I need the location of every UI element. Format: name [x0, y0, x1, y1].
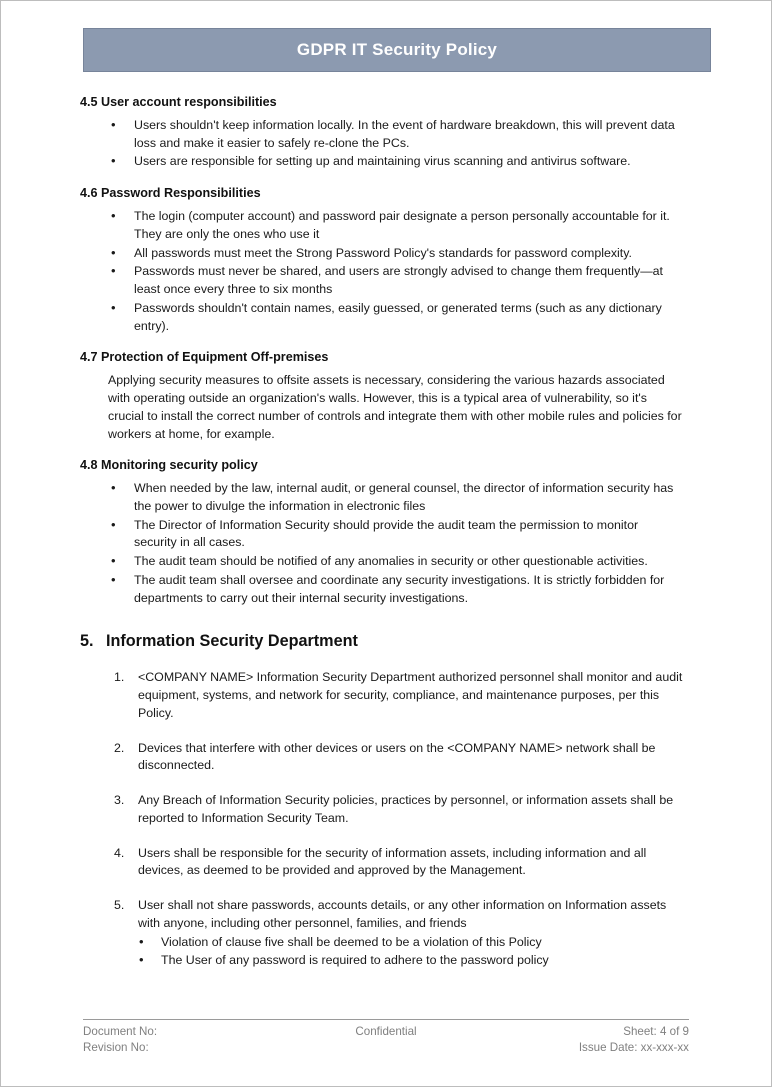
section-heading: 4.7 Protection of Equipment Off-premises	[80, 350, 329, 365]
list-item-number: 2.	[114, 740, 125, 755]
main-section-heading	[80, 631, 684, 652]
list-item: • The audit team should be notified of any anomalies in security or other questionable activities.	[80, 553, 684, 571]
section-heading: 4.8 Monitoring security policy	[80, 458, 258, 473]
bullet-list	[80, 117, 684, 171]
list-item	[80, 897, 684, 969]
page-content	[80, 1, 711, 969]
page-title: GDPR IT Security Policy	[296, 40, 498, 59]
footer-confidential: Confidential	[355, 1025, 417, 1038]
bullet-list	[80, 480, 684, 607]
list-item-number: 1.	[114, 670, 125, 685]
list-item: • Passwords shouldn't contain names, easily guessed, or generated terms (such as any dictionary entry).	[80, 300, 684, 335]
list-item: • Violation of clause five shall be deemed to be a violation of this Policy	[138, 933, 684, 951]
footer-row-bottom	[83, 1040, 689, 1056]
footer-sheet-number: Sheet: 4 of 9	[623, 1025, 689, 1038]
section-4-5	[80, 94, 684, 171]
list-item	[80, 669, 684, 722]
page-footer	[83, 1019, 689, 1057]
list-item-text: Any Breach of Information Security policies, practices by personnel, or information assets shall be reported to Information Security Team.	[138, 793, 674, 825]
section-heading: 4.6 Password Responsibilities	[80, 186, 261, 201]
section-paragraph: Applying security measures to offsite assets is necessary, considering the various hazards associated with operating outside an organization's walls. However, this is a typical area of vulnerability, so it's crucial to install the correct number of controls and integrate them with other mobile rules and policies for workers at home, for example.	[108, 373, 682, 441]
list-item: • Passwords must never be shared, and users are strongly advised to change them frequently—at least once every three to six months	[80, 263, 684, 298]
section-4-8	[80, 457, 684, 607]
document-title-banner	[83, 28, 711, 72]
footer-document-no: Document No:	[83, 1025, 158, 1038]
list-item: • Users are responsible for setting up and maintaining virus scanning and antivirus software.	[80, 153, 684, 171]
list-item: • When needed by the law, internal audit, or general counsel, the director of information security has the power to divulge the information in electronic files	[80, 480, 684, 515]
footer-row-top	[83, 1024, 689, 1040]
footer-issue-date: Issue Date: xx-xxx-xx	[578, 1041, 689, 1055]
list-item-text: User shall not share passwords, accounts details, or any other information on Information assets with anyone, including other personnel, families, and friends	[138, 898, 667, 930]
list-item	[80, 740, 684, 775]
list-item	[80, 845, 684, 880]
list-item-text: Devices that interfere with other devices or users on the <COMPANY NAME> network shall be disconnected.	[138, 740, 656, 773]
list-item: • The audit team shall oversee and coordinate any security investigations. It is strictly forbidden for departments to carry out their internal security investigations.	[80, 572, 684, 607]
list-item: • Users shouldn't keep information locally. In the event of hardware breakdown, this will prevent data loss and make it easier to safely re-clone the PCs.	[80, 117, 684, 152]
bullet-list	[80, 208, 684, 335]
list-item-number: 3.	[114, 793, 125, 808]
main-section-number: 5.	[80, 632, 94, 651]
footer-revision-no: Revision No:	[83, 1041, 149, 1055]
section-4-6	[80, 185, 684, 335]
list-item	[80, 792, 684, 827]
numbered-list	[80, 669, 684, 969]
main-section-title: Information Security Department	[106, 632, 358, 651]
section-heading: 4.5 User account responsibilities	[80, 95, 277, 109]
list-item-number: 5.	[114, 898, 125, 913]
list-item-number: 4.	[114, 845, 125, 860]
list-item: • The login (computer account) and password pair designate a person personally accountable for it. They are only the ones who use it	[80, 208, 684, 243]
list-item: • All passwords must meet the Strong Password Policy's standards for password complexity.	[80, 245, 684, 263]
list-item-text: Users shall be responsible for the security of information assets, including information and all devices, as deemed to be provided and approved by the Management.	[138, 845, 647, 878]
footer-center-spacer	[285, 1040, 487, 1056]
section-4-7	[80, 349, 684, 443]
document-body	[80, 94, 684, 969]
list-item: • The Director of Information Security should provide the audit team the permission to monitor security in all cases.	[80, 517, 684, 552]
list-item: • The User of any password is required to adhere to the password policy	[138, 951, 684, 969]
sub-bullet-list	[138, 933, 684, 969]
list-item-text: <COMPANY NAME> Information Security Department authorized personnel shall monitor and audit equipment, systems, and network for security, compliance, and maintenance purposes, per this Policy.	[138, 670, 683, 720]
